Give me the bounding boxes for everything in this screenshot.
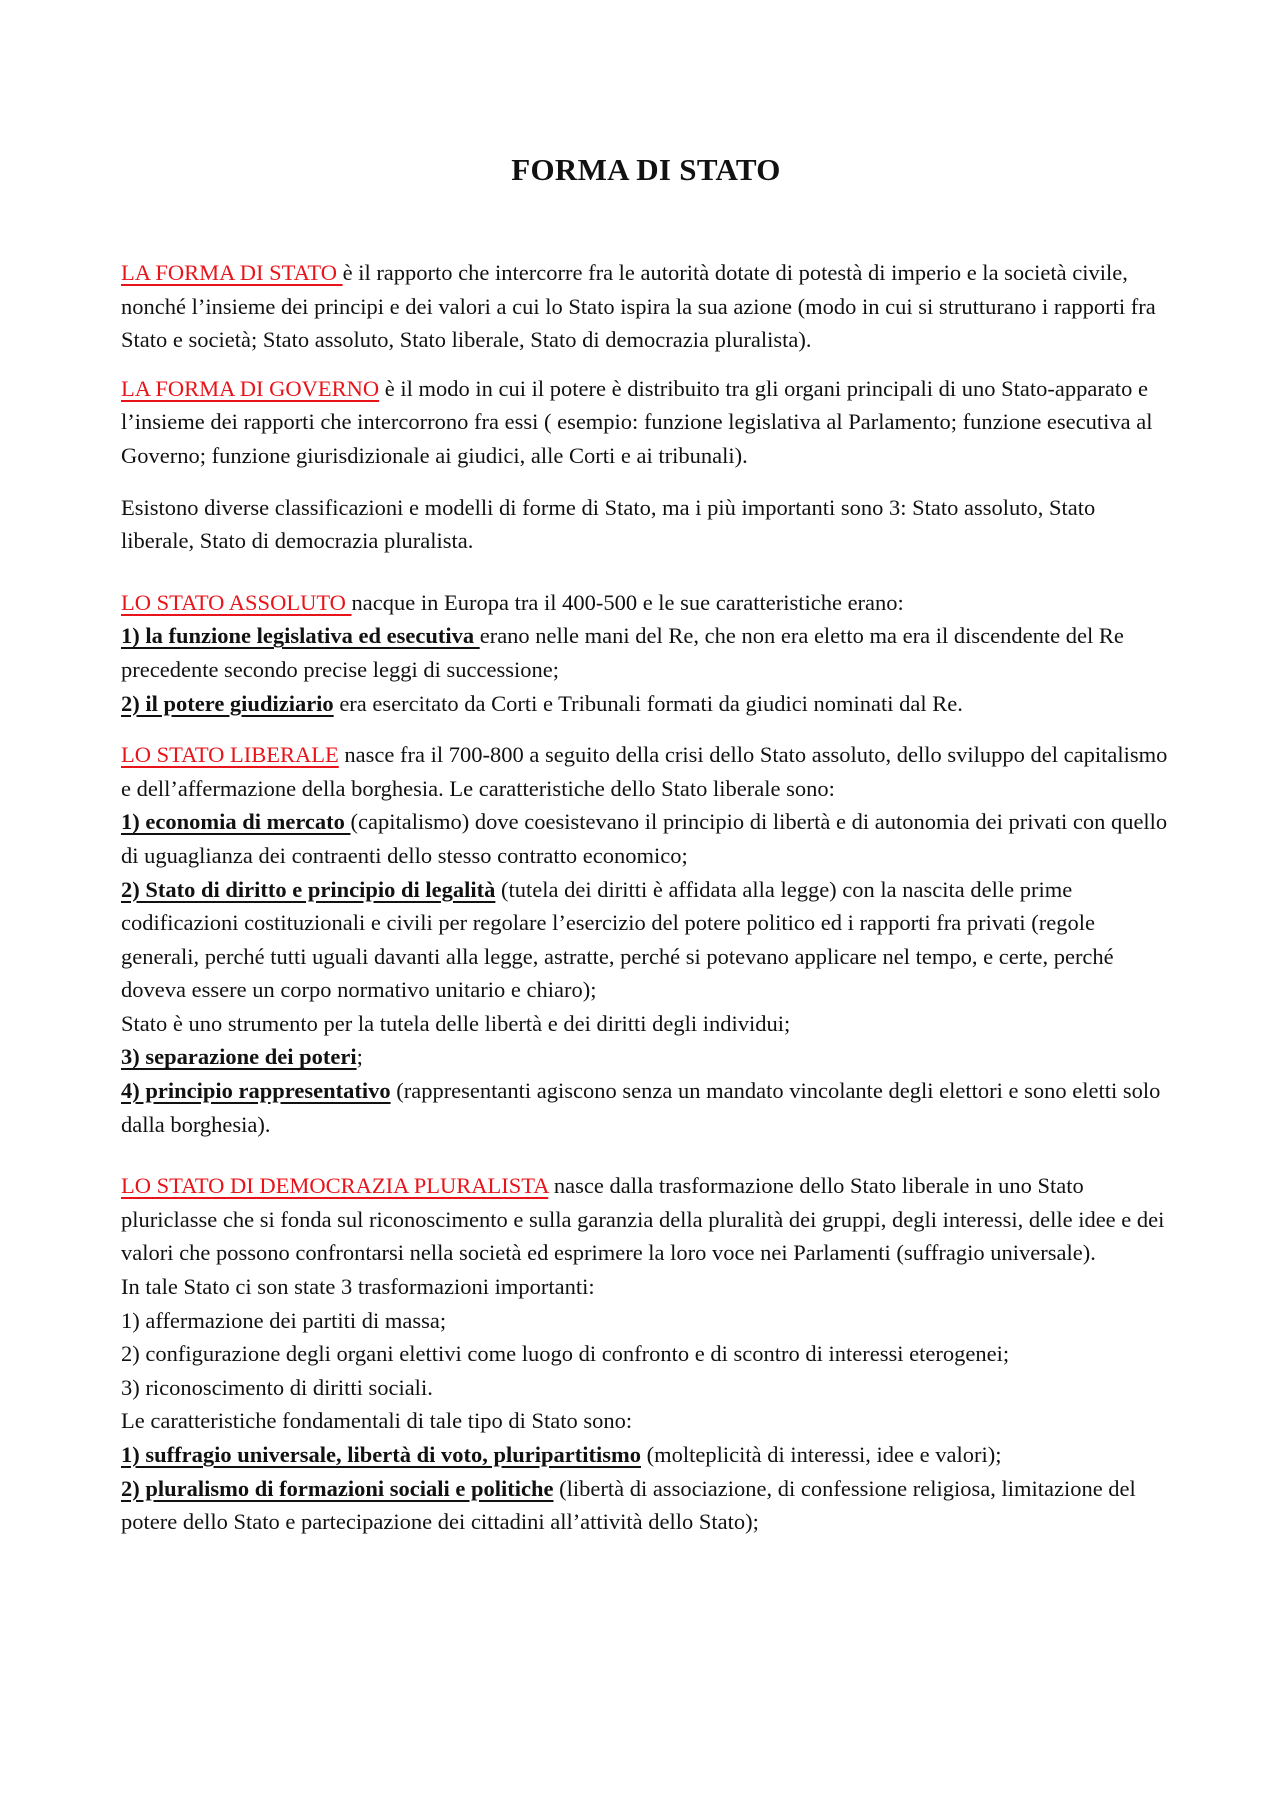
liberale-item-1-label: 1) economia di mercato — [121, 809, 351, 835]
liberale-intro — [121, 738, 1171, 805]
term-forma-di-governo: LA FORMA DI GOVERNO — [121, 375, 380, 401]
liberale-item-2 — [121, 873, 1171, 1007]
liberale-item-3-label: 3) separazione dei poteri — [121, 1044, 357, 1070]
term-stato-democrazia-pluralista: LO STATO DI DEMOCRAZIA PLURALISTA — [121, 1173, 549, 1199]
democrazia-caratteristiche-intro: Le caratteristiche fondamentali di tale tipo di Stato sono: — [121, 1408, 633, 1434]
democrazia-trasformazione-2: 2) configurazione degli organi elettivi come luogo di confronto e di scontro di interessi eterogenei; — [121, 1341, 1010, 1367]
democrazia-trasformazione-1: 1) affermazione dei partiti di massa; — [121, 1307, 447, 1333]
liberale-item-2-label: 2) Stato di diritto e principio di legalità — [121, 876, 496, 902]
liberale-item-1-text: (capitalismo) dove coesistevano il principio di libertà e di autonomia dei privati con quello di uguaglianza dei contraenti dello stesso contratto economico; — [121, 809, 1168, 868]
democrazia-trasformazioni-intro: In tale Stato ci son state 3 trasformazioni importanti: — [121, 1274, 595, 1300]
democrazia-trasformazione-3: 3) riconoscimento di diritti sociali. — [121, 1374, 433, 1400]
paragraph-forma-di-governo — [121, 372, 1171, 473]
democrazia-item-1-text: (molteplicità di interessi, idee e valori); — [640, 1442, 1002, 1467]
assoluto-item-2 — [121, 687, 1171, 721]
definition-forma-di-governo: è il modo in cui il potere è distribuito tra gli organi principali di uno Stato-apparato e l’insieme dei rapporti che intercorrono fra essi ( esempio: funzione legislativa al Parlamento; funzione esecutiva al Governo; funzione giurisdizionale ai giudici, alle Corti e ai tribunali). — [121, 375, 1153, 468]
assoluto-item-1-text: erano nelle mani del Re, che non era eletto ma era il discendente del Re precedente secondo precise leggi di successione; — [121, 623, 1124, 682]
section-stato-democrazia-pluralista — [121, 1169, 1171, 1539]
assoluto-item-2-text: era esercitato da Corti e Tribunali formati da giudici nominati dal Re. — [333, 690, 963, 716]
assoluto-item-1 — [121, 619, 1171, 686]
liberale-item-4-label: 4) principio rappresentativo — [121, 1078, 391, 1104]
democrazia-item-2-text: (libertà di associazione, di confessione religiosa, limitazione del potere dello Stato e partecipazione dei cittadini all’attività dello Stato); — [121, 1475, 1136, 1535]
assoluto-item-1-label: 1) la funzione legislativa ed esecutiva — [121, 623, 480, 649]
term-stato-assoluto: LO STATO ASSOLUTO — [121, 589, 352, 615]
liberale-intro-text: nasce fra il 700-800 a seguito della crisi dello Stato assoluto, dello sviluppo del capitalismo e dell’affermazione della borghesia. Le caratteristiche dello Stato liberale sono: — [121, 742, 1168, 801]
term-forma-di-stato: LA FORMA DI STATO — [121, 260, 343, 285]
term-stato-liberale: LO STATO LIBERALE — [121, 742, 339, 768]
democrazia-intro-text: nasce dalla trasformazione dello Stato liberale in uno Stato pluriclasse che si fonda sul riconoscimento e sulla garanzia della pluralità dei gruppi, degli interessi, delle idee e dei valori che possono confrontarsi nella società ed esprimere la loro voce nei Parlamenti (suffragio universale). — [121, 1173, 1165, 1266]
democrazia-intro — [121, 1169, 1171, 1270]
liberale-item-1 — [121, 805, 1171, 872]
democrazia-item-2-label: 2) pluralismo di formazioni sociali e politiche — [121, 1475, 554, 1501]
liberale-item-3-text: ; — [356, 1044, 363, 1070]
document-page — [121, 150, 1171, 1539]
liberale-item-2-text: (tutela dei diritti è affidata alla legge) con la nascita delle prime codificazioni costituzionali e civili per regolare l’esercizio del potere politico ed i rapporti fra privati (regole generali, perché tutti uguali davanti alla legge, astratte, perché si potevano applicare nel tempo, e certe, perché doveva essere un corpo normativo unitario e chiaro); — [121, 876, 1114, 1003]
paragraph-forma-di-stato — [121, 256, 1171, 357]
democrazia-item-1 — [121, 1438, 1171, 1472]
paragraph-classificazioni: Esistono diverse classificazioni e modelli di forme di Stato, ma i più importanti sono 3: Stato assoluto, Stato liberale, Stato di democrazia pluralista. — [121, 494, 1096, 554]
page-title: FORMA DI STATO — [511, 152, 781, 187]
assoluto-item-2-label: 2) il potere giudiziario — [121, 690, 334, 716]
section-stato-liberale — [121, 738, 1171, 1141]
liberale-item-3 — [121, 1040, 1171, 1074]
section-stato-assoluto — [121, 586, 1171, 720]
liberale-item-4 — [121, 1074, 1171, 1141]
liberale-item-4-text: (rappresentanti agiscono senza un mandato vincolante degli elettori e sono eletti solo dalla borghesia). — [121, 1078, 1161, 1137]
assoluto-intro — [121, 586, 1171, 620]
democrazia-item-2 — [121, 1472, 1171, 1539]
definition-forma-di-stato: è il rapporto che intercorre fra le autorità dotate di potestà di imperio e la società civile, nonché l’insieme dei principi e dei valori a cui lo Stato ispira la sua azione (modo in cui si strutturano i rapporti fra Stato e società; Stato assoluto, Stato liberale, Stato di democrazia pluralista). — [121, 260, 1156, 353]
liberale-note: Stato è uno strumento per la tutela delle libertà e dei diritti degli individui; — [121, 1010, 791, 1036]
democrazia-item-1-label: 1) suffragio universale, libertà di voto, pluripartitismo — [121, 1442, 641, 1467]
assoluto-intro-text: nacque in Europa tra il 400-500 e le sue caratteristiche erano: — [351, 589, 904, 615]
